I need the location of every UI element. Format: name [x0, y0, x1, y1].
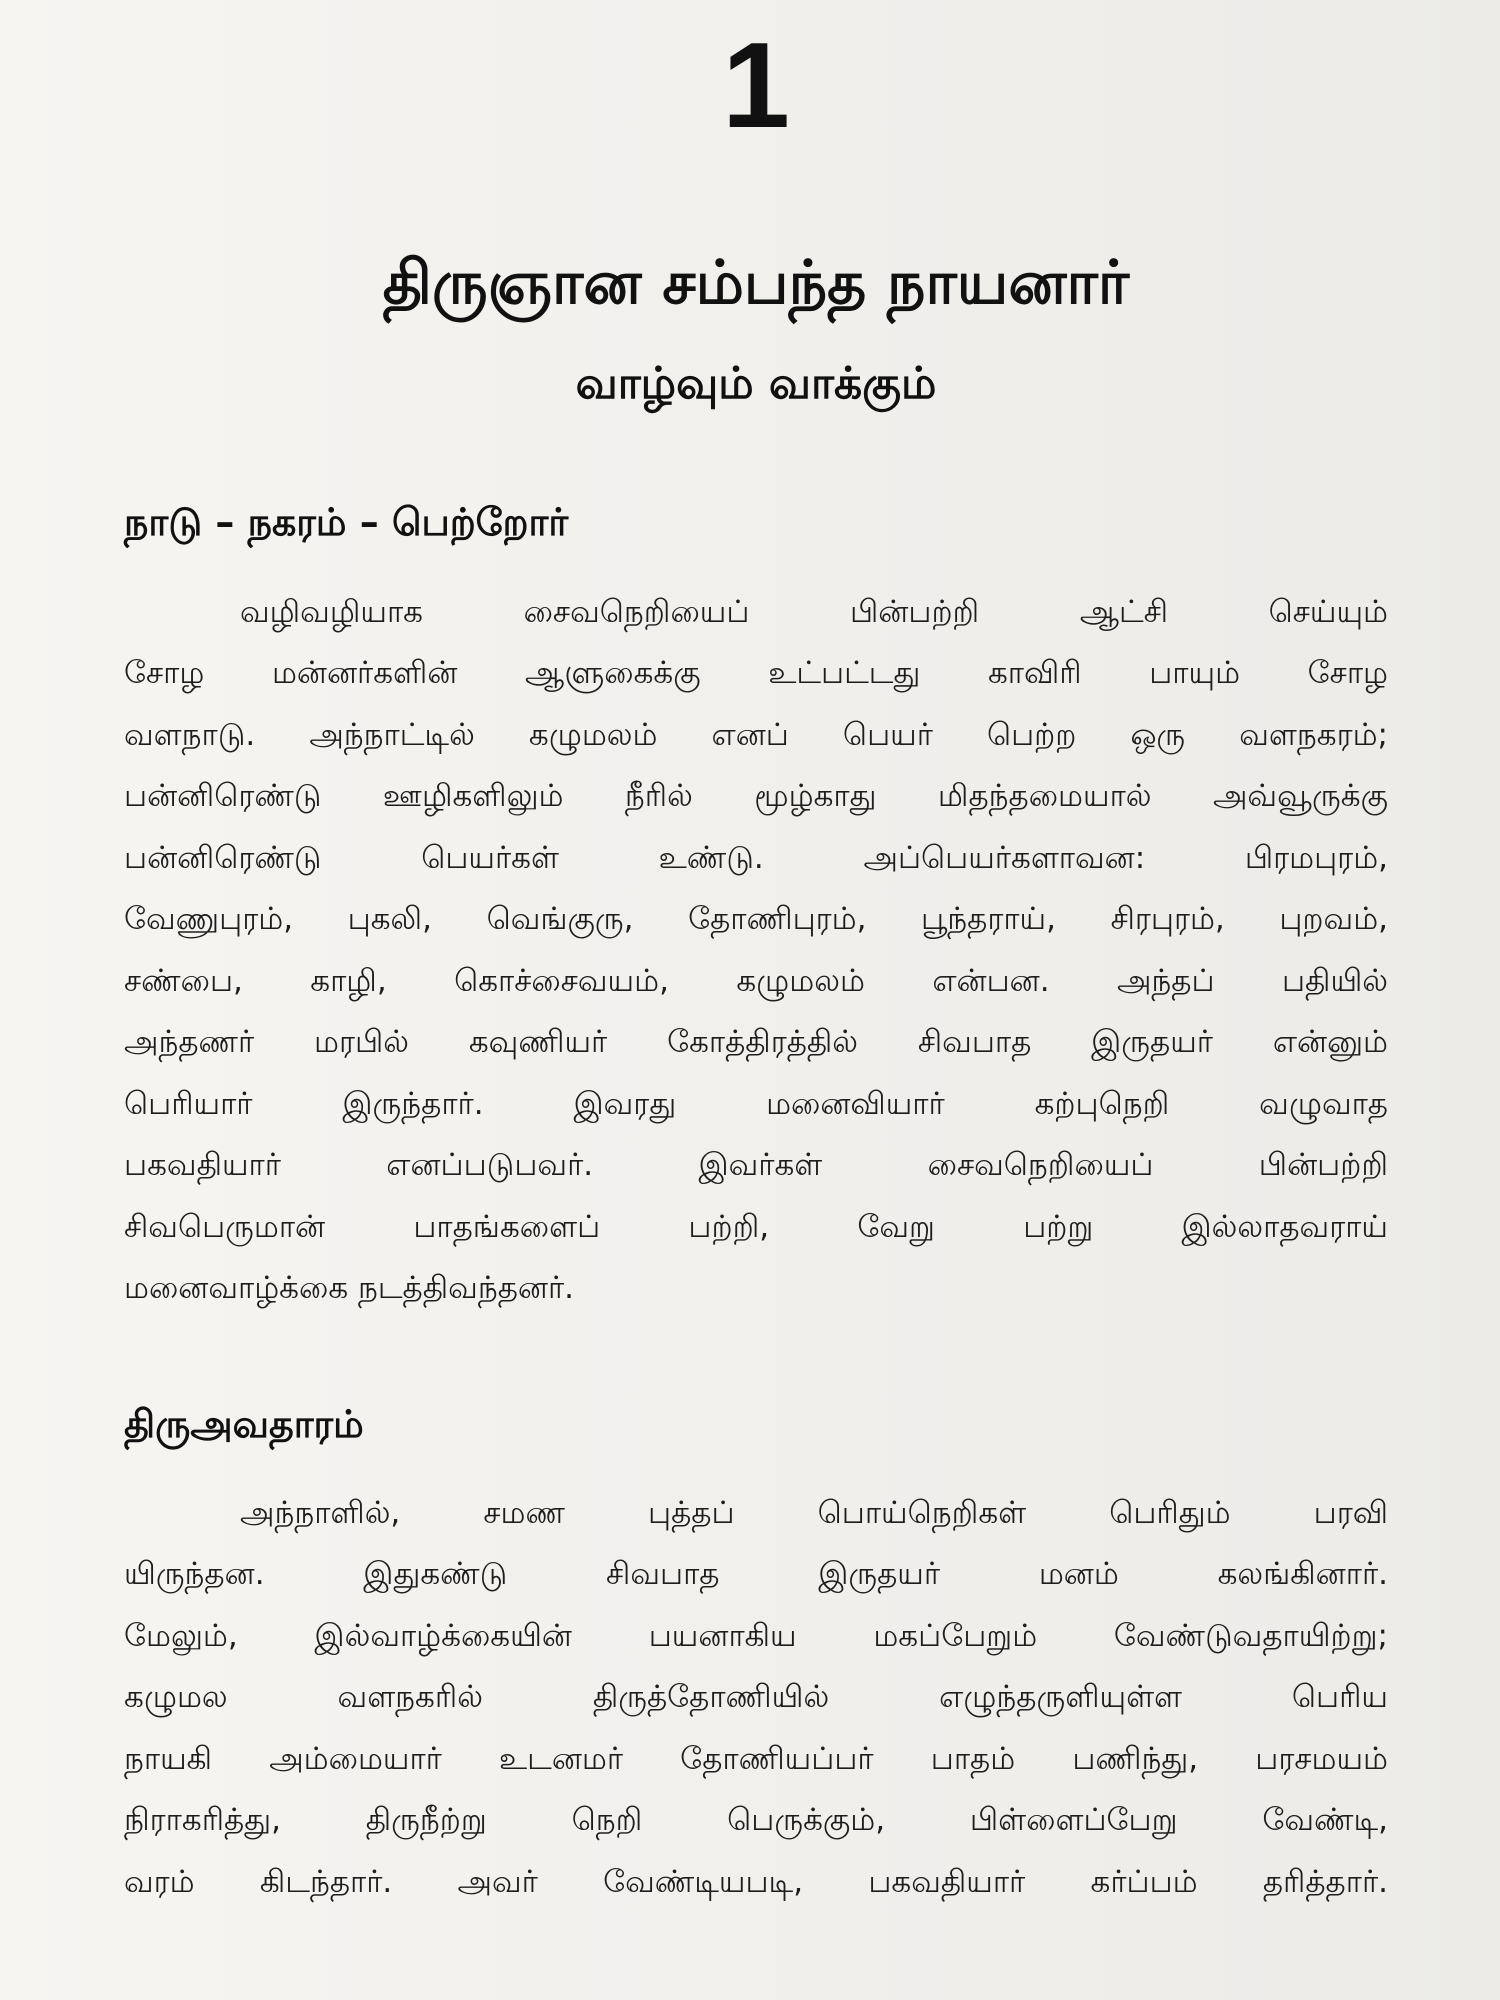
- section-incarnation: [124, 1400, 1388, 1914]
- paragraph-line: வளநாடு. அந்நாட்டில் கழுமலம் எனப் பெயர் பெற்ற ஒரு வளநகரம்;: [124, 716, 1388, 753]
- section-paragraph: [124, 582, 1388, 1320]
- paragraph-line: யிருந்தன. இதுகண்டு சிவபாத இருதயர் மனம் கலங்கினார்.: [124, 1556, 1388, 1593]
- paragraph-line: வேணுபுரம், புகலி, வெங்குரு, தோணிபுரம், பூந்தராய், சிரபுரம், புறவம்,: [124, 901, 1388, 938]
- paragraph-line: சண்பை, காழி, கொச்சைவயம், கழுமலம் என்பன. அந்தப் பதியில்: [124, 962, 1388, 999]
- section-native-place: [124, 498, 1388, 1319]
- paragraph-line: வழிவழியாக சைவநெறியைப் பின்பற்றி ஆட்சி செய்யும்: [240, 593, 1388, 630]
- section-paragraph: [124, 1483, 1388, 1914]
- paragraph-line: பன்னிரெண்டு ஊழிகளிலும் நீரில் மூழ்காது மிதந்தமையால் அவ்வூருக்கு: [124, 778, 1388, 815]
- paragraph-line: பன்னிரெண்டு பெயர்கள் உண்டு. அப்பெயர்களாவன: பிரமபுரம்,: [124, 839, 1388, 876]
- paragraph-line: அந்தணர் மரபில் கவுணியர் கோத்திரத்தில் சிவபாத இருதயர் என்னும்: [124, 1024, 1388, 1061]
- paragraph-line: அந்நாளில், சமண புத்தப் பொய்நெறிகள் பெரிதும் பரவி: [240, 1494, 1388, 1531]
- paragraph-line: பெரியார் இருந்தார். இவரது மனைவியார் கற்புநெறி வழுவாத: [124, 1085, 1388, 1122]
- paragraph-line: சோழ மன்னர்களின் ஆளுகைக்கு உட்பட்டது காவிரி பாயும் சோழ: [124, 655, 1388, 692]
- paragraph-line: நாயகி அம்மையார் உடனமர் தோணியப்பர் பாதம் பணிந்து, பரசமயம்: [124, 1740, 1388, 1777]
- section-heading: திருஅவதாரம்: [124, 1401, 364, 1446]
- chapter-title: திருஞான சம்பந்த நாயனார்: [382, 248, 1130, 318]
- paragraph-line: நிராகரித்து, திருநீற்று நெறி பெருக்கும், பிள்ளைப்பேறு வேண்டி,: [124, 1802, 1388, 1839]
- paragraph-line: மேலும், இல்வாழ்க்கையின் பயனாகிய மகப்பேறும் வேண்டுவதாயிற்று;: [124, 1617, 1388, 1654]
- chapter-number: 1: [722, 17, 790, 153]
- paragraph-line: வரம் கிடந்தார். அவர் வேண்டியபடி, பகவதியார் கர்ப்பம் தரித்தார்.: [124, 1863, 1388, 1900]
- chapter-subtitle: வாழ்வும் வாக்கும்: [575, 358, 937, 409]
- paragraph-line: பகவதியார் எனப்படுபவர். இவர்கள் சைவநெறியைப் பின்பற்றி: [124, 1147, 1388, 1184]
- paragraph-line: சிவபெருமான் பாதங்களைப் பற்றி, வேறு பற்று இல்லாதவராய்: [124, 1208, 1388, 1245]
- paragraph-line: கழுமல வளநகரில் திருத்தோணியில் எழுந்தருளியுள்ள பெரிய: [124, 1679, 1388, 1716]
- section-heading: நாடு – நகரம் – பெற்றோர்: [124, 500, 569, 545]
- paragraph-line: மனைவாழ்க்கை நடத்திவந்தனர்.: [124, 1270, 575, 1307]
